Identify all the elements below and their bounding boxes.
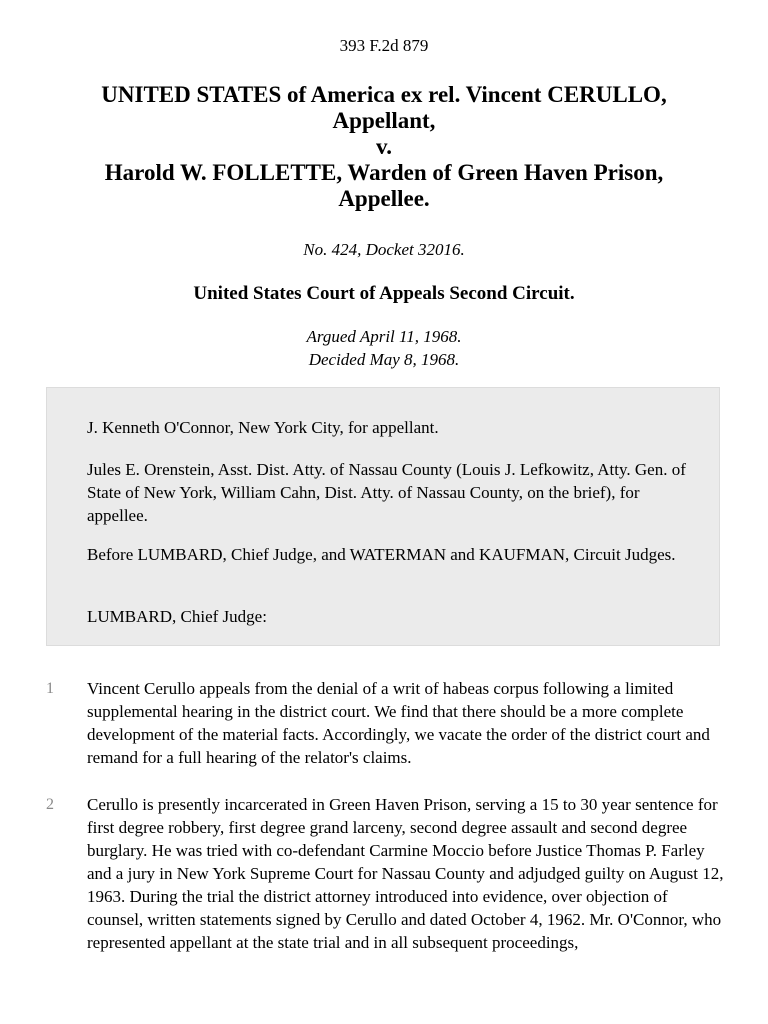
docket-number: No. 424, Docket 32016. <box>303 240 465 259</box>
caption-appellant-role: Appellant, <box>332 108 436 133</box>
caption-appellant-name: UNITED STATES of America ex rel. Vincent CERULLO, <box>101 82 667 107</box>
paragraph-text: Cerullo is presently incarcerated in Green Haven Prison, serving a 15 to 30 year sentence for first degree robbery, first degree grand larceny, second degree assault and second degree burglary. He was tried with co-defendant Carmine Moccio before Justice Thomas P. Farley and a jury in New York Supreme Court for Nassau County and adjudged guilty on August 12, 1963. During the trial the district attorney introduced into evidence, over objection of counsel, written statements signed by Cerullo and dated October 4, 1962. Mr. O'Connor, who represented appellant at the state trial and in all subsequent proceedings, <box>87 795 724 952</box>
counsel-panel <box>46 387 720 646</box>
court-name: United States Court of Appeals Second Circuit. <box>193 283 575 304</box>
caption-appellee-name: Harold W. FOLLETTE, Warden of Green Haven Prison, <box>104 160 664 185</box>
case-caption <box>40 82 728 212</box>
counsel-appellant: J. Kenneth O'Connor, New York City, for appellant. <box>87 418 439 437</box>
opinion-author: LUMBARD, Chief Judge: <box>87 607 267 626</box>
decided-date: Decided May 8, 1968. <box>308 350 460 369</box>
paragraph-number: 1 <box>46 680 54 697</box>
case-citation: 393 F.2d 879 <box>339 36 429 55</box>
paragraph-text: Vincent Cerullo appeals from the denial of a writ of habeas corpus following a limited supplemental hearing in the district court. We find that there should be a more complete development of the material facts. Accordingly, we vacate the order of the district court and remand for a full hearing of the relator's claims. <box>87 679 710 767</box>
paragraph-number: 2 <box>46 796 54 813</box>
judicial-panel: Before LUMBARD, Chief Judge, and WATERMAN and KAUFMAN, Circuit Judges. <box>87 545 676 564</box>
case-dates <box>0 325 768 371</box>
counsel-appellee: Jules E. Orenstein, Asst. Dist. Atty. of Nassau County (Louis J. Lefkowitz, Atty. Gen. of State of New York, William Cahn, Dist. Atty. of Nassau County, on the brief), for appellee. <box>87 460 686 525</box>
caption-appellee-role: Appellee. <box>338 186 430 211</box>
caption-versus: v. <box>376 134 392 159</box>
argued-date: Argued April 11, 1968. <box>306 327 462 346</box>
